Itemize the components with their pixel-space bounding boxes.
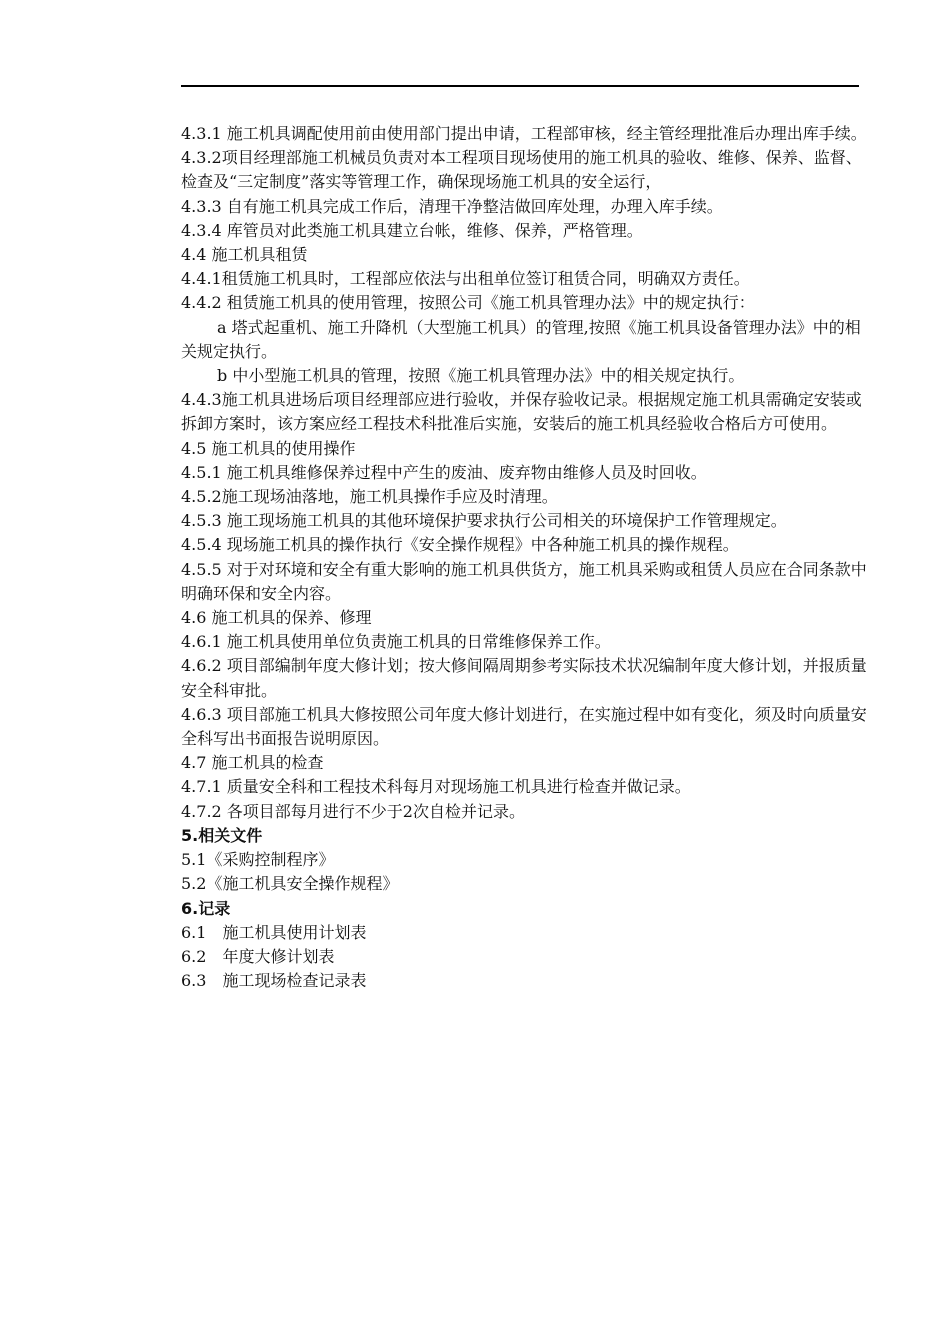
header-rule bbox=[181, 85, 859, 87]
para-4-3-4: 4.3.4 库管员对此类施工机具建立台帐，维修、保养，严格管理。 bbox=[181, 220, 643, 240]
para-4-7-2: 4.7.2 各项目部每月进行不少于2次自检并记录。 bbox=[181, 801, 525, 821]
section-4-6: 4.6 施工机具的保养、修理 bbox=[181, 608, 372, 628]
para-4-4-2-b: b 中小型施工机具的管理，按照《施工机具管理办法》中的相关规定执行。 bbox=[217, 366, 745, 386]
related-file-5-2: 5.2《施工机具安全操作规程》 bbox=[181, 874, 399, 894]
para-4-6-1: 4.6.1 施工机具使用单位负责施工机具的日常维修保养工作。 bbox=[181, 632, 611, 652]
para-4-5-2: 4.5.2施工现场油落地，施工机具操作手应及时清理。 bbox=[181, 487, 558, 507]
para-4-4-1: 4.4.1租赁施工机具时，工程部应依法与出租单位签订租赁合同，明确双方责任。 bbox=[181, 269, 750, 289]
para-4-4-2-a: a 塔式起重机、施工升降机（大型施工机具）的管理,按照《施工机具设备管理办法》中的相关规定执行。 bbox=[181, 317, 861, 361]
para-4-5-3: 4.5.3 施工现场施工机具的其他环境保护要求执行公司相关的环境保护工作管理规定。 bbox=[181, 511, 787, 531]
document-body bbox=[181, 122, 871, 993]
record-6-3: 6.3 施工现场检查记录表 bbox=[181, 971, 367, 991]
para-4-5-1: 4.5.1 施工机具维修保养过程中产生的废油、废弃物由维修人员及时回收。 bbox=[181, 462, 707, 482]
section-4-5: 4.5 施工机具的使用操作 bbox=[181, 438, 356, 458]
section-4-4: 4.4 施工机具租赁 bbox=[181, 245, 308, 265]
para-4-3-3: 4.3.3 自有施工机具完成工作后，清理干净整洁做回库处理，办理入库手续。 bbox=[181, 196, 723, 216]
para-4-6-3: 4.6.3 项目部施工机具大修按照公司年度大修计划进行，在实施过程中如有变化，须及时向质量安全科写出书面报告说明原因。 bbox=[181, 704, 867, 749]
para-4-4-3: 4.4.3施工机具进场后项目经理部应进行验收，并保存验收记录。根据规定施工机具需确定安装或拆卸方案时，该方案应经工程技术科批准后实施，安装后的施工机具经验收合格后方可使用。 bbox=[181, 390, 862, 434]
para-4-7-1: 4.7.1 质量安全科和工程技术科每月对现场施工机具进行检查并做记录。 bbox=[181, 777, 691, 797]
heading-records: 6.记录 bbox=[181, 898, 231, 918]
para-4-3-2: 4.3.2项目经理部施工机械员负责对本工程项目现场使用的施工机具的验收、维修、保养、监督、检查及“三定制度”落实等管理工作，确保现场施工机具的安全运行， bbox=[181, 148, 862, 192]
record-6-2: 6.2 年度大修计划表 bbox=[181, 946, 335, 966]
para-4-4-2: 4.4.2 租赁施工机具的使用管理，按照公司《施工机具管理办法》中的规定执行： bbox=[181, 293, 755, 313]
para-4-6-2: 4.6.2 项目部编制年度大修计划；按大修间隔周期参考实际技术状况编制年度大修计划，并报质量安全科审批。 bbox=[181, 656, 867, 700]
para-4-3-1: 4.3.1 施工机具调配使用前由使用部门提出申请，工程部审核，经主管经理批准后办理出库手续。 bbox=[181, 124, 867, 143]
record-6-1: 6.1 施工机具使用计划表 bbox=[181, 922, 367, 942]
heading-related-files: 5.相关文件 bbox=[181, 825, 263, 845]
para-4-5-4: 4.5.4 现场施工机具的操作执行《安全操作规程》中各种施工机具的操作规程。 bbox=[181, 535, 739, 555]
related-file-5-1: 5.1《采购控制程序》 bbox=[181, 850, 335, 870]
para-4-5-5: 4.5.5 对于对环境和安全有重大影响的施工机具供货方，施工机具采购或租赁人员应在合同条款中明确环保和安全内容。 bbox=[181, 559, 867, 603]
section-4-7: 4.7 施工机具的检查 bbox=[181, 753, 324, 773]
